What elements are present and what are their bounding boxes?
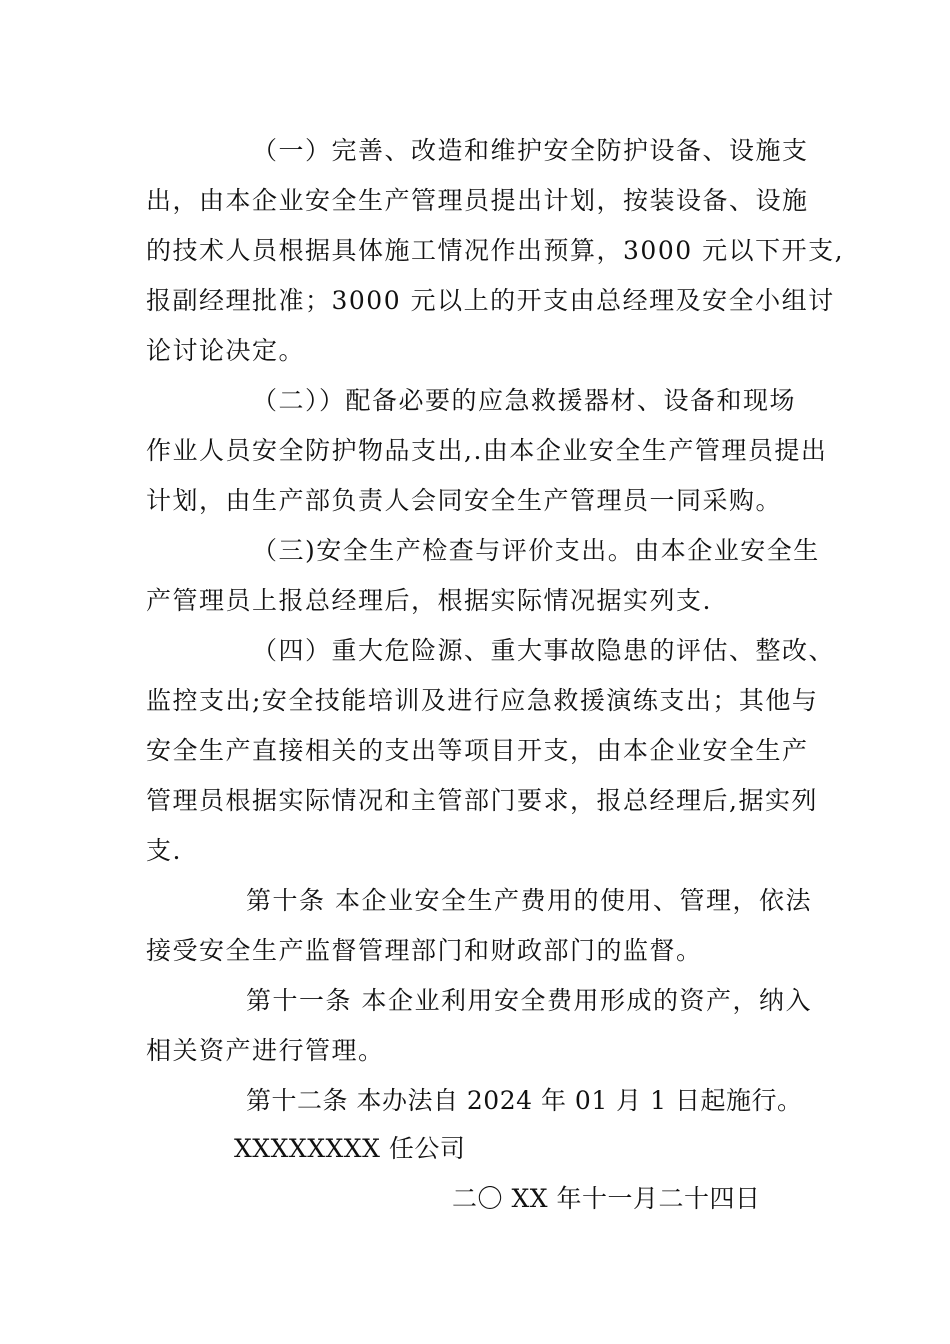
article-10: 第十条 本企业安全生产费用的使用、管理，依法 [246, 886, 812, 915]
text-line: 的技术人员根据具体施工情况作出预算，3000 元以下开支, [146, 236, 845, 265]
text-line: 安全生产直接相关的支出等项目开支，由本企业安全生产 [146, 736, 809, 765]
text-line: （四）重大危险源、重大事故隐患的评估、整改、 [252, 636, 836, 665]
text-line: 相关资产进行管理。 [146, 1036, 385, 1065]
text-line: 接受安全生产监督管理部门和财政部门的监督。 [146, 936, 703, 965]
text-line: 报副经理批准；3000 元以上的开支由总经理及安全小组讨 [146, 286, 835, 315]
text-line: 管理员根据实际情况和主管部门要求，报总经理后,据实列 [146, 786, 818, 815]
text-line: 计划，由生产部负责人会同安全生产管理员一同采购。 [146, 486, 783, 515]
text-line: （一）完善、改造和维护安全防护设备、设施支 [252, 136, 809, 165]
text-line: （二））配备必要的应急救援器材、设备和现场 [252, 386, 797, 415]
text-line: 监控支出;安全技能培训及进行应急救援演练支出；其他与 [146, 686, 819, 715]
article-11: 第十一条 本企业利用安全费用形成的资产，纳入 [246, 986, 812, 1015]
article-12: 第十二条 本办法自 2024 年 01 月 1 日起施行。 [246, 1086, 803, 1115]
company-signature: XXXXXXXX 任公司 [234, 1134, 466, 1163]
text-line: 论讨论决定。 [146, 336, 306, 365]
text-line: （三)安全生产检查与评价支出。由本企业安全生 [252, 536, 820, 565]
text-line: 产管理员上报总经理后，根据实际情况据实列支. [146, 586, 712, 615]
text-line: 作业人员安全防护物品支出,.由本企业安全生产管理员提出 [146, 436, 828, 465]
document-date: 二〇 XX 年十一月二十四日 [452, 1184, 761, 1213]
text-line: 出，由本企业安全生产管理员提出计划，按装设备、设施 [146, 186, 809, 215]
text-line: 支. [146, 836, 182, 865]
